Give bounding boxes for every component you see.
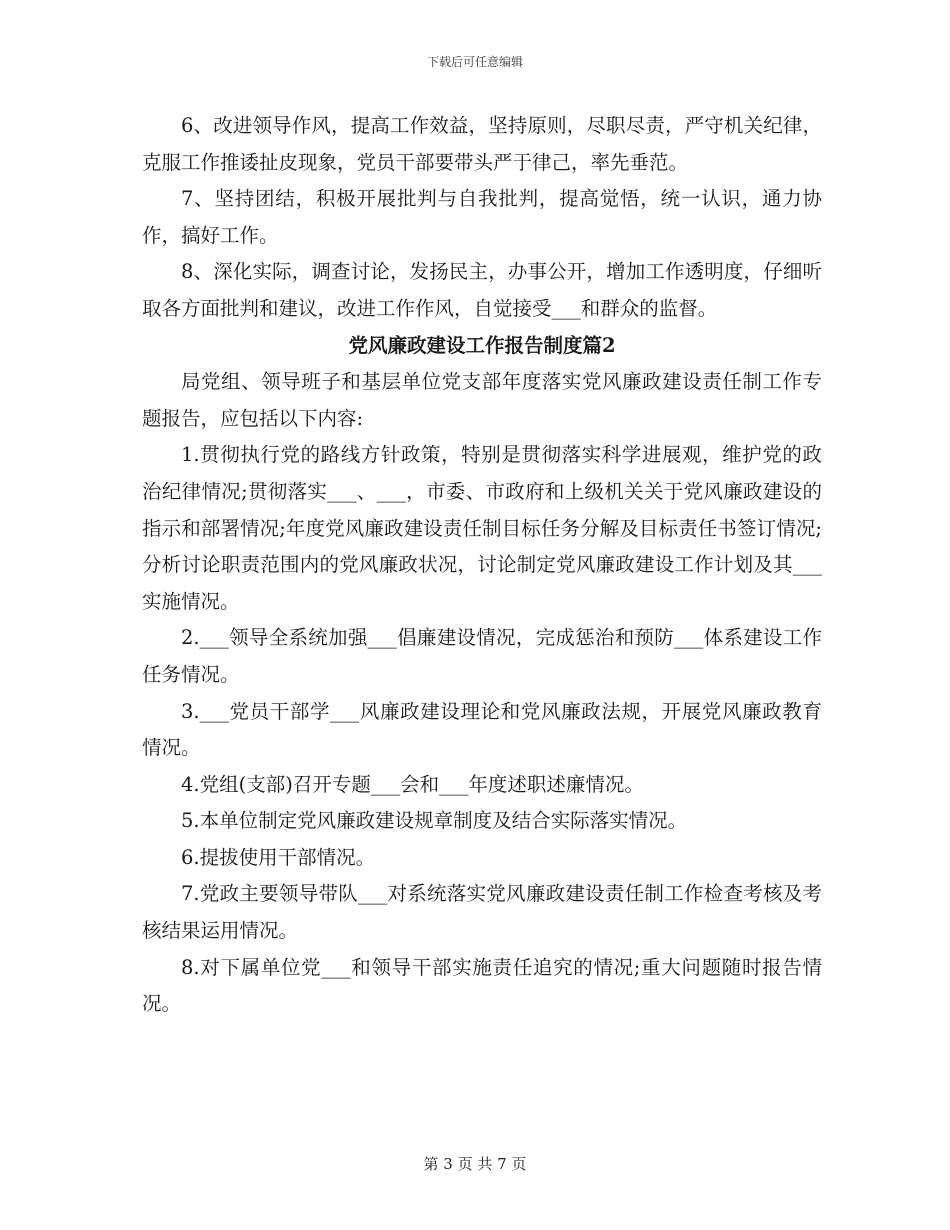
paragraph-intro: 局党组、领导班子和基层单位党支部年度落实党风廉政建设责任制工作专题报告，应包括以下内容: bbox=[142, 370, 822, 430]
paragraph-point-8: 8.对下属单位党___和领导干部实施责任追究的情况;重大问题随时报告情况。 bbox=[142, 955, 822, 1016]
paragraph-point-7: 7.党政主要领导带队___对系统落实党风廉政建设责任制工作检查考核及考核结果运用情况。 bbox=[142, 882, 822, 943]
section-title: 党风廉政建设工作报告制度篇2 bbox=[348, 333, 616, 357]
document-body bbox=[142, 108, 822, 1023]
paragraph-point-1: 1.贯彻执行党的路线方针政策，特别是贯彻落实科学进展观，维护党的政治纪律情况;贯彻落实___、___，市委、市政府和上级机关关于党风廉政建设的指示和部署情况;年度党风廉政建设责任制目标任务分解及目标责任书签订情况;分析讨论职责范围内的党风廉政状况，讨论制定党风廉政建设工作计划及其___实施情况。 bbox=[142, 443, 822, 613]
paragraph-point-4: 4.党组(支部)召开专题___会和___年度述职述廉情况。 bbox=[181, 772, 644, 796]
paragraph-point-3: 3.___党员干部学___风廉政建设理论和党风廉政法规，开展党风廉政教育情况。 bbox=[142, 699, 822, 760]
paragraph-point-2: 2.___领导全系统加强___倡廉建设情况，完成惩治和预防___体系建设工作任务情况。 bbox=[142, 626, 822, 686]
paragraph-item-8: 8、深化实际，调查讨论，发扬民主，办事公开，增加工作透明度，仔细听取各方面批判和建议，改进工作作风，自觉接受___和群众的监督。 bbox=[142, 260, 822, 320]
page-number-footer: 第 3 页 共 7 页 bbox=[423, 1155, 527, 1173]
page-header-note: 下载后可任意编辑 bbox=[426, 55, 523, 69]
paragraph-item-7: 7、坚持团结，积极开展批判与自我批判，提高觉悟，统一认识，通力协作，搞好工作。 bbox=[142, 187, 822, 247]
paragraph-item-6: 6、改进领导作风，提高工作效益，坚持原则，尽职尽责，严守机关纪律，克服工作推诿扯皮现象，党员干部要带头严于律己，率先垂范。 bbox=[142, 114, 822, 174]
paragraph-point-6: 6.提拔使用干部情况。 bbox=[181, 845, 376, 869]
paragraph-point-5: 5.本单位制定党风廉政建设规章制度及结合实际落实情况。 bbox=[181, 809, 688, 833]
